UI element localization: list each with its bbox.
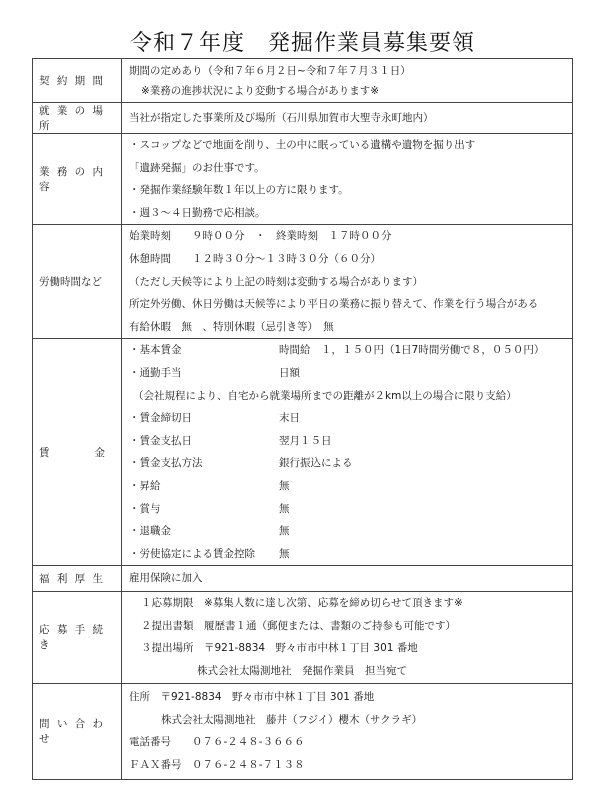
row-working-hours — [33, 225, 573, 339]
wage-item-retirement: ・退職金 無 — [129, 525, 290, 538]
duties-line: ・発掘作業経験年数１年以上の方に限ります。 — [129, 184, 349, 197]
label-work-location: 就 業 の 場 所 — [33, 103, 122, 134]
row-application — [33, 592, 573, 683]
wage-item-deduction: ・労使協定による賃金控除 無 — [129, 547, 290, 560]
label-wages-left: 賃 — [39, 446, 50, 459]
contact-phone: 電話番号 ０７６-２４８-３６６６ — [129, 736, 305, 749]
application-line: ２提出書類 履歴書１通（郵便または、書類のご持参も可能です） — [141, 619, 456, 632]
row-contract-period — [33, 59, 573, 103]
contact-address: 住所 〒921-8834 野々市市中林１丁目 301 番地 — [129, 690, 375, 703]
hours-line: 始業時刻 ９時００分 ・ 終業時刻 １７時００分 — [129, 230, 392, 243]
application-line: ３提出場所 〒921-8834 野々市市中林１丁目 301 番地 — [141, 642, 418, 655]
recruitment-table — [32, 58, 573, 780]
duties-line: ・スコップなどで地面を削り、土の中に眠っている遺構や遺物を掘り出す — [129, 139, 476, 151]
row-welfare — [33, 566, 573, 592]
page-title: 令和７年度 発掘作業員募集要領 — [129, 31, 475, 56]
hours-line: 所定外労働、休日労働は天候等により平日の業務に振り替えて、作業を行う場合がある — [129, 298, 539, 311]
application-line: １応募期限 ※募集人数に達し次第、応募を締め切らせて頂きます※ — [141, 597, 463, 610]
row-contact — [33, 683, 573, 779]
label-wages-right: 金 — [94, 446, 105, 459]
wage-item-raise: ・昇給 無 — [129, 479, 290, 492]
welfare-text: 雇用保険に加入 — [129, 572, 203, 585]
duties-line: ・週３～４日勤務で応相談。 — [129, 206, 266, 219]
label-contract-period: 契 約 期 間 — [33, 59, 122, 103]
label-wages — [33, 339, 122, 566]
label-duties: 業 務 の 内 容 — [33, 134, 122, 225]
contact-fax: ＦＡＸ番号 ０７６-２４８-７１３８ — [129, 758, 305, 771]
label-contact: 問 い 合 わ せ — [33, 683, 122, 779]
wage-item-commute: ・通勤手当 日額 — [129, 366, 300, 379]
wage-item-payday: ・賃金支払日 翌月１５日 — [129, 434, 332, 447]
label-working-hours: 労働時間など — [33, 225, 122, 339]
hours-line: 有給休暇 無 、特別休暇（忌引き等） 無 — [129, 320, 334, 333]
wage-item-bonus: ・賞与 無 — [129, 502, 290, 515]
application-line: 株式会社太陽測地社 発掘作業員 担当宛て — [197, 665, 407, 678]
contact-company: 株式会社太陽測地社 藤井（フジイ）櫻木（サクラギ） — [161, 713, 423, 726]
wage-item-basic: ・基本賃金 時間給 １，１５０円（1日7時間労働で８，０５０円） — [129, 344, 545, 357]
row-duties — [33, 134, 573, 225]
row-work-location — [33, 103, 573, 134]
duties-line: 「遺跡発掘」のお仕事です。 — [129, 161, 265, 174]
label-welfare: 福 利 厚 生 — [33, 566, 122, 592]
contract-note: ※業務の進捗状況により変動する場合があります※ — [141, 84, 380, 97]
wage-item-cutoff: ・賃金締切日 末日 — [129, 412, 300, 425]
hours-line: 休憩時間 １２時３０分～１３時３０分（６０分） — [129, 252, 381, 265]
work-location-text: 当社が指定した事業所及び場所（石川県加賀市大聖寺永町地内） — [129, 112, 434, 124]
label-application: 応 募 手 続 き — [33, 592, 122, 683]
row-wages — [33, 339, 573, 566]
wage-item-method: ・賃金支払方法 銀行振込による — [129, 457, 353, 470]
hours-line: （ただし天候等により上記の時刻は変動する場合があります） — [129, 275, 423, 288]
wage-note: （会社規程により、自宅から就業場所までの距離が２km以上の場合に限り支給） — [133, 389, 517, 402]
contract-period-text: 期間の定めあり（令和７年６月２日~令和７年７月３１日） — [129, 64, 411, 77]
